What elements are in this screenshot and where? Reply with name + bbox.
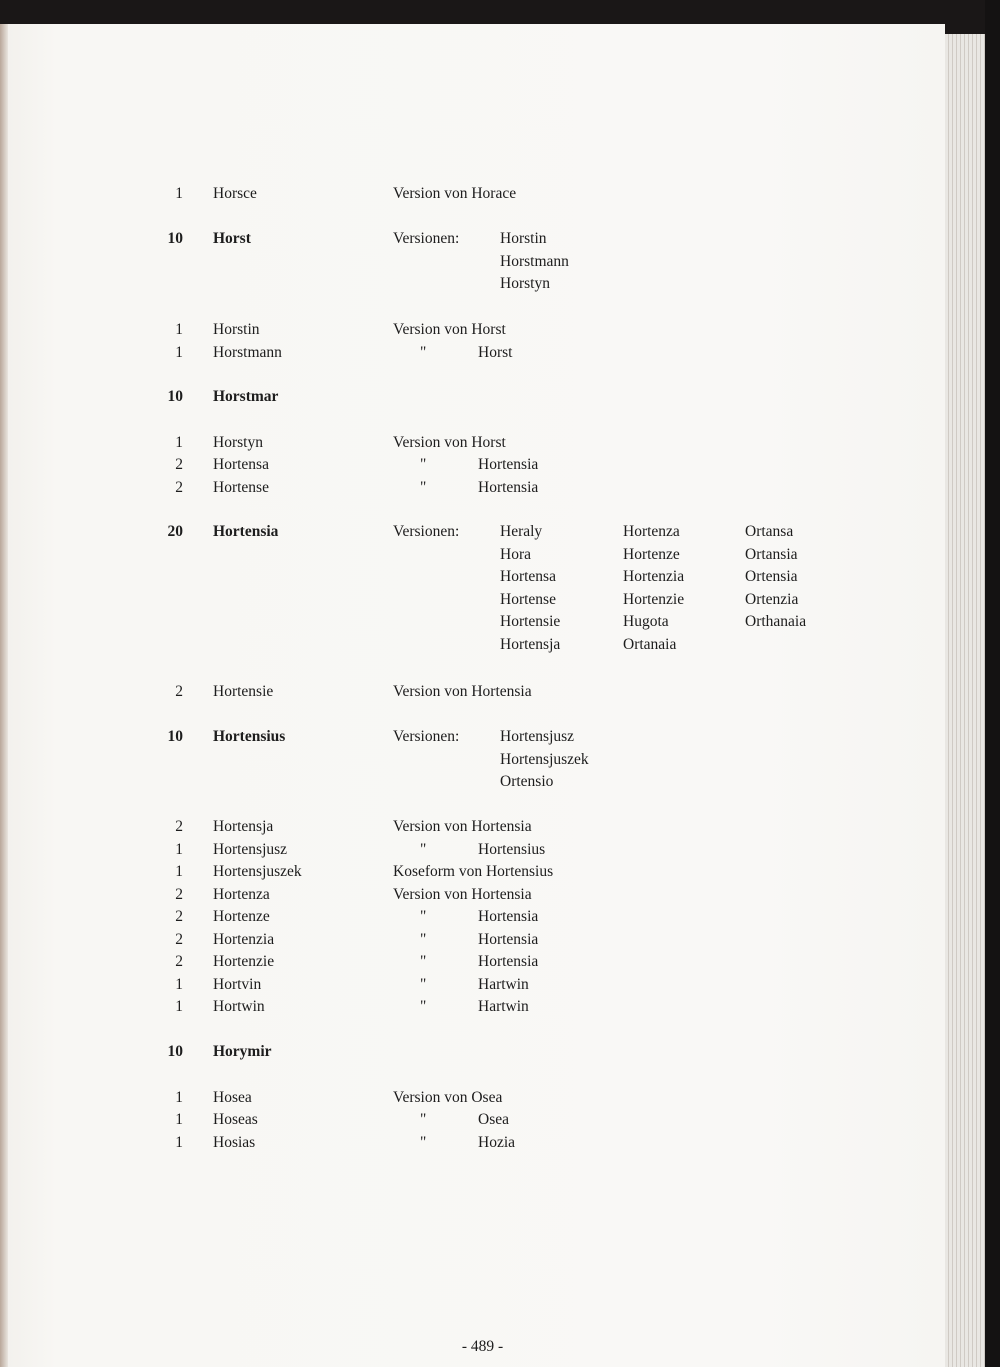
entry-name: Hortwin (213, 998, 265, 1015)
variant-name: Ortensia (745, 568, 798, 585)
variant-name: Ortanaia (623, 635, 677, 653)
entry-description: Version von Horst (393, 321, 506, 338)
entry-description: " (420, 1111, 427, 1128)
entry-name: Hortvin (213, 976, 262, 993)
entry-name: Hortensjuszek (213, 863, 302, 880)
entry-name: Horst (213, 230, 251, 247)
book-cover-edge (985, 0, 1000, 1367)
entry-reference: Hortensia (478, 479, 539, 496)
entry-name: Hosea (213, 1089, 252, 1106)
entry-name: Hortensius (213, 728, 286, 745)
entry-description: " (420, 479, 427, 496)
entry-name: Hortenzia (213, 931, 275, 948)
variant-name: Ortansa (745, 523, 794, 540)
entry-frequency: 10 (167, 1043, 183, 1060)
entry-reference: Hortensia (478, 456, 539, 473)
entry-frequency: 10 (167, 728, 183, 745)
entry-name: Horymir (213, 1043, 272, 1060)
entry-description: " (420, 1134, 427, 1151)
entry-reference: Hartwin (478, 998, 529, 1015)
entry-frequency: 10 (167, 388, 183, 405)
entry-name: Hortenza (213, 886, 270, 903)
entry-description: " (420, 841, 427, 858)
entry-frequency: 10 (167, 230, 183, 247)
entry-reference: Hortensia (478, 953, 539, 970)
entry-description: " (420, 344, 427, 361)
entry-frequency: 1 (175, 1089, 183, 1106)
entry-description: " (420, 456, 427, 473)
entry-description: Version von Hortensia (393, 818, 532, 835)
entry-description: " (420, 931, 427, 948)
entry-name: Horstin (213, 321, 260, 338)
entry-frequency: 1 (175, 863, 183, 880)
variant-name: Heraly (500, 523, 543, 540)
entry-name: Hortensjusz (213, 841, 288, 858)
entry-reference: Hartwin (478, 976, 529, 993)
variant-name: Hortenze (623, 545, 680, 563)
entry-description: Version von Hortensia (393, 886, 532, 903)
variant-name: Ortensio (500, 773, 554, 790)
page-stack-edges (945, 34, 985, 1367)
entry-description: Versionen: (393, 230, 460, 247)
entry-frequency: 2 (175, 456, 183, 473)
entry-frequency: 2 (175, 818, 183, 835)
variant-name: Horstin (500, 230, 547, 247)
entry-description: Version von Horace (393, 185, 517, 202)
variant-name: Hugota (623, 613, 669, 630)
entry-description: Version von Hortensia (393, 683, 532, 700)
variant-name: Hortense (500, 590, 556, 608)
variant-name: Hortensja (500, 635, 561, 653)
entry-frequency: 2 (175, 479, 183, 496)
variant-name: Horstmann (500, 252, 569, 270)
entry-frequency: 1 (175, 185, 183, 202)
book-page (0, 24, 945, 1367)
entry-frequency: 2 (175, 683, 183, 700)
entry-frequency: 2 (175, 908, 183, 925)
entry-description: " (420, 976, 427, 993)
entry-name: Hortenze (213, 908, 270, 925)
entry-frequency: 1 (175, 344, 183, 361)
entry-frequency: 1 (175, 998, 183, 1015)
variant-name: Ortenzia (745, 590, 799, 608)
variant-name: Hortenza (623, 523, 680, 540)
entry-frequency: 1 (175, 434, 183, 451)
entry-frequency: 2 (175, 953, 183, 970)
entry-frequency: 1 (175, 321, 183, 338)
entry-frequency: 1 (175, 976, 183, 993)
entry-frequency: 2 (175, 886, 183, 903)
entry-reference: Horst (478, 344, 513, 361)
page-number: - 489 - (461, 1338, 504, 1355)
variant-name: Horstyn (500, 275, 550, 292)
entry-reference: Hortensia (478, 931, 539, 948)
entry-frequency: 1 (175, 1111, 183, 1128)
entry-name: Horsce (213, 185, 257, 202)
entry-name: Hosias (213, 1134, 256, 1151)
variant-name: Hortenzia (623, 568, 685, 585)
variant-name: Hortensa (500, 568, 556, 585)
entry-description: Koseform von Hortensius (393, 863, 554, 880)
entry-name: Horstmar (213, 388, 279, 405)
entry-reference: Hozia (478, 1134, 516, 1151)
entry-description: Version von Osea (393, 1089, 503, 1106)
entry-frequency: 1 (175, 841, 183, 858)
entry-description: Versionen: (393, 523, 460, 540)
page-spine-shadow (0, 24, 8, 1367)
variant-name: Hortenzie (623, 590, 685, 608)
entry-description: Version von Horst (393, 434, 506, 451)
entry-reference: Hortensius (478, 841, 546, 858)
entry-name: Horstyn (213, 434, 263, 451)
entry-name: Hortensa (213, 456, 269, 473)
variant-name: Hortensjuszek (500, 750, 589, 768)
entry-description: Versionen: (393, 728, 460, 745)
entry-frequency: 1 (175, 1134, 183, 1151)
entry-frequency: 20 (167, 523, 183, 540)
entry-name: Hoseas (213, 1111, 258, 1128)
entry-description: " (420, 908, 427, 925)
variant-name: Hora (500, 545, 531, 563)
entry-name: Hortenzie (213, 953, 275, 970)
entry-name: Hortensie (213, 683, 274, 700)
variant-name: Ortansia (745, 545, 798, 563)
entry-frequency: 2 (175, 931, 183, 948)
variant-name: Hortensie (500, 613, 561, 630)
entry-reference: Osea (478, 1111, 509, 1128)
entry-name: Hortensja (213, 818, 274, 835)
entry-name: Hortense (213, 479, 269, 496)
entry-description: " (420, 953, 427, 970)
variant-name: Orthanaia (745, 613, 807, 630)
entry-description: " (420, 998, 427, 1015)
entry-name: Horstmann (213, 344, 282, 361)
entry-name: Hortensia (213, 523, 279, 540)
variant-name: Hortensjusz (500, 728, 575, 745)
entry-reference: Hortensia (478, 908, 539, 925)
